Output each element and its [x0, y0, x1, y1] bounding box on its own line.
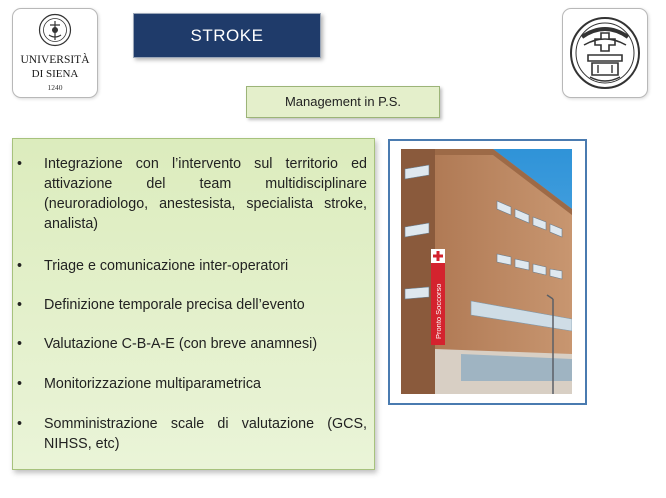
hospital-seal-logo [562, 8, 648, 98]
university-year: 1240 [47, 83, 63, 92]
university-seal-icon [38, 13, 72, 51]
bullet-icon: • [17, 376, 23, 392]
pronto-soccorso-sign: Pronto Soccorso [434, 283, 443, 339]
hospital-photo-frame [388, 139, 587, 405]
bullet-icon: • [17, 297, 23, 313]
list-item-text: Triage e comunicazione inter-operatori [44, 258, 289, 274]
list-item-text: Somministrazione scale di valutazione (GCS, NIHSS, etc) [44, 416, 367, 452]
university-of-siena-logo [12, 8, 98, 98]
bullet-list-panel [12, 138, 375, 470]
slide-title: STROKE [133, 13, 321, 58]
hospital-seal-icon [568, 15, 642, 91]
bullet-icon: • [17, 336, 23, 352]
list-item-text: Valutazione C-B-A-E (con breve anamnesi) [44, 336, 318, 352]
list-item-text: Definizione temporale precisa dell’evento [44, 297, 305, 313]
bullet-icon: • [17, 258, 23, 274]
bullet-icon: • [17, 156, 23, 172]
slide-subtitle: Management in P.S. [246, 86, 440, 118]
hospital-building-photo [401, 149, 572, 394]
list-item-text: Monitorizzazione multiparametrica [44, 376, 261, 392]
list-item-text: Integrazione con l’intervento sul territorio ed attivazione del team multidisciplinare (neuroradiologo, anestesista, specialista stroke, analista) [44, 156, 367, 232]
university-name: UNIVERSITÀ [20, 54, 90, 66]
university-city: DI SIENA [31, 68, 79, 80]
bullet-icon: • [17, 416, 23, 432]
